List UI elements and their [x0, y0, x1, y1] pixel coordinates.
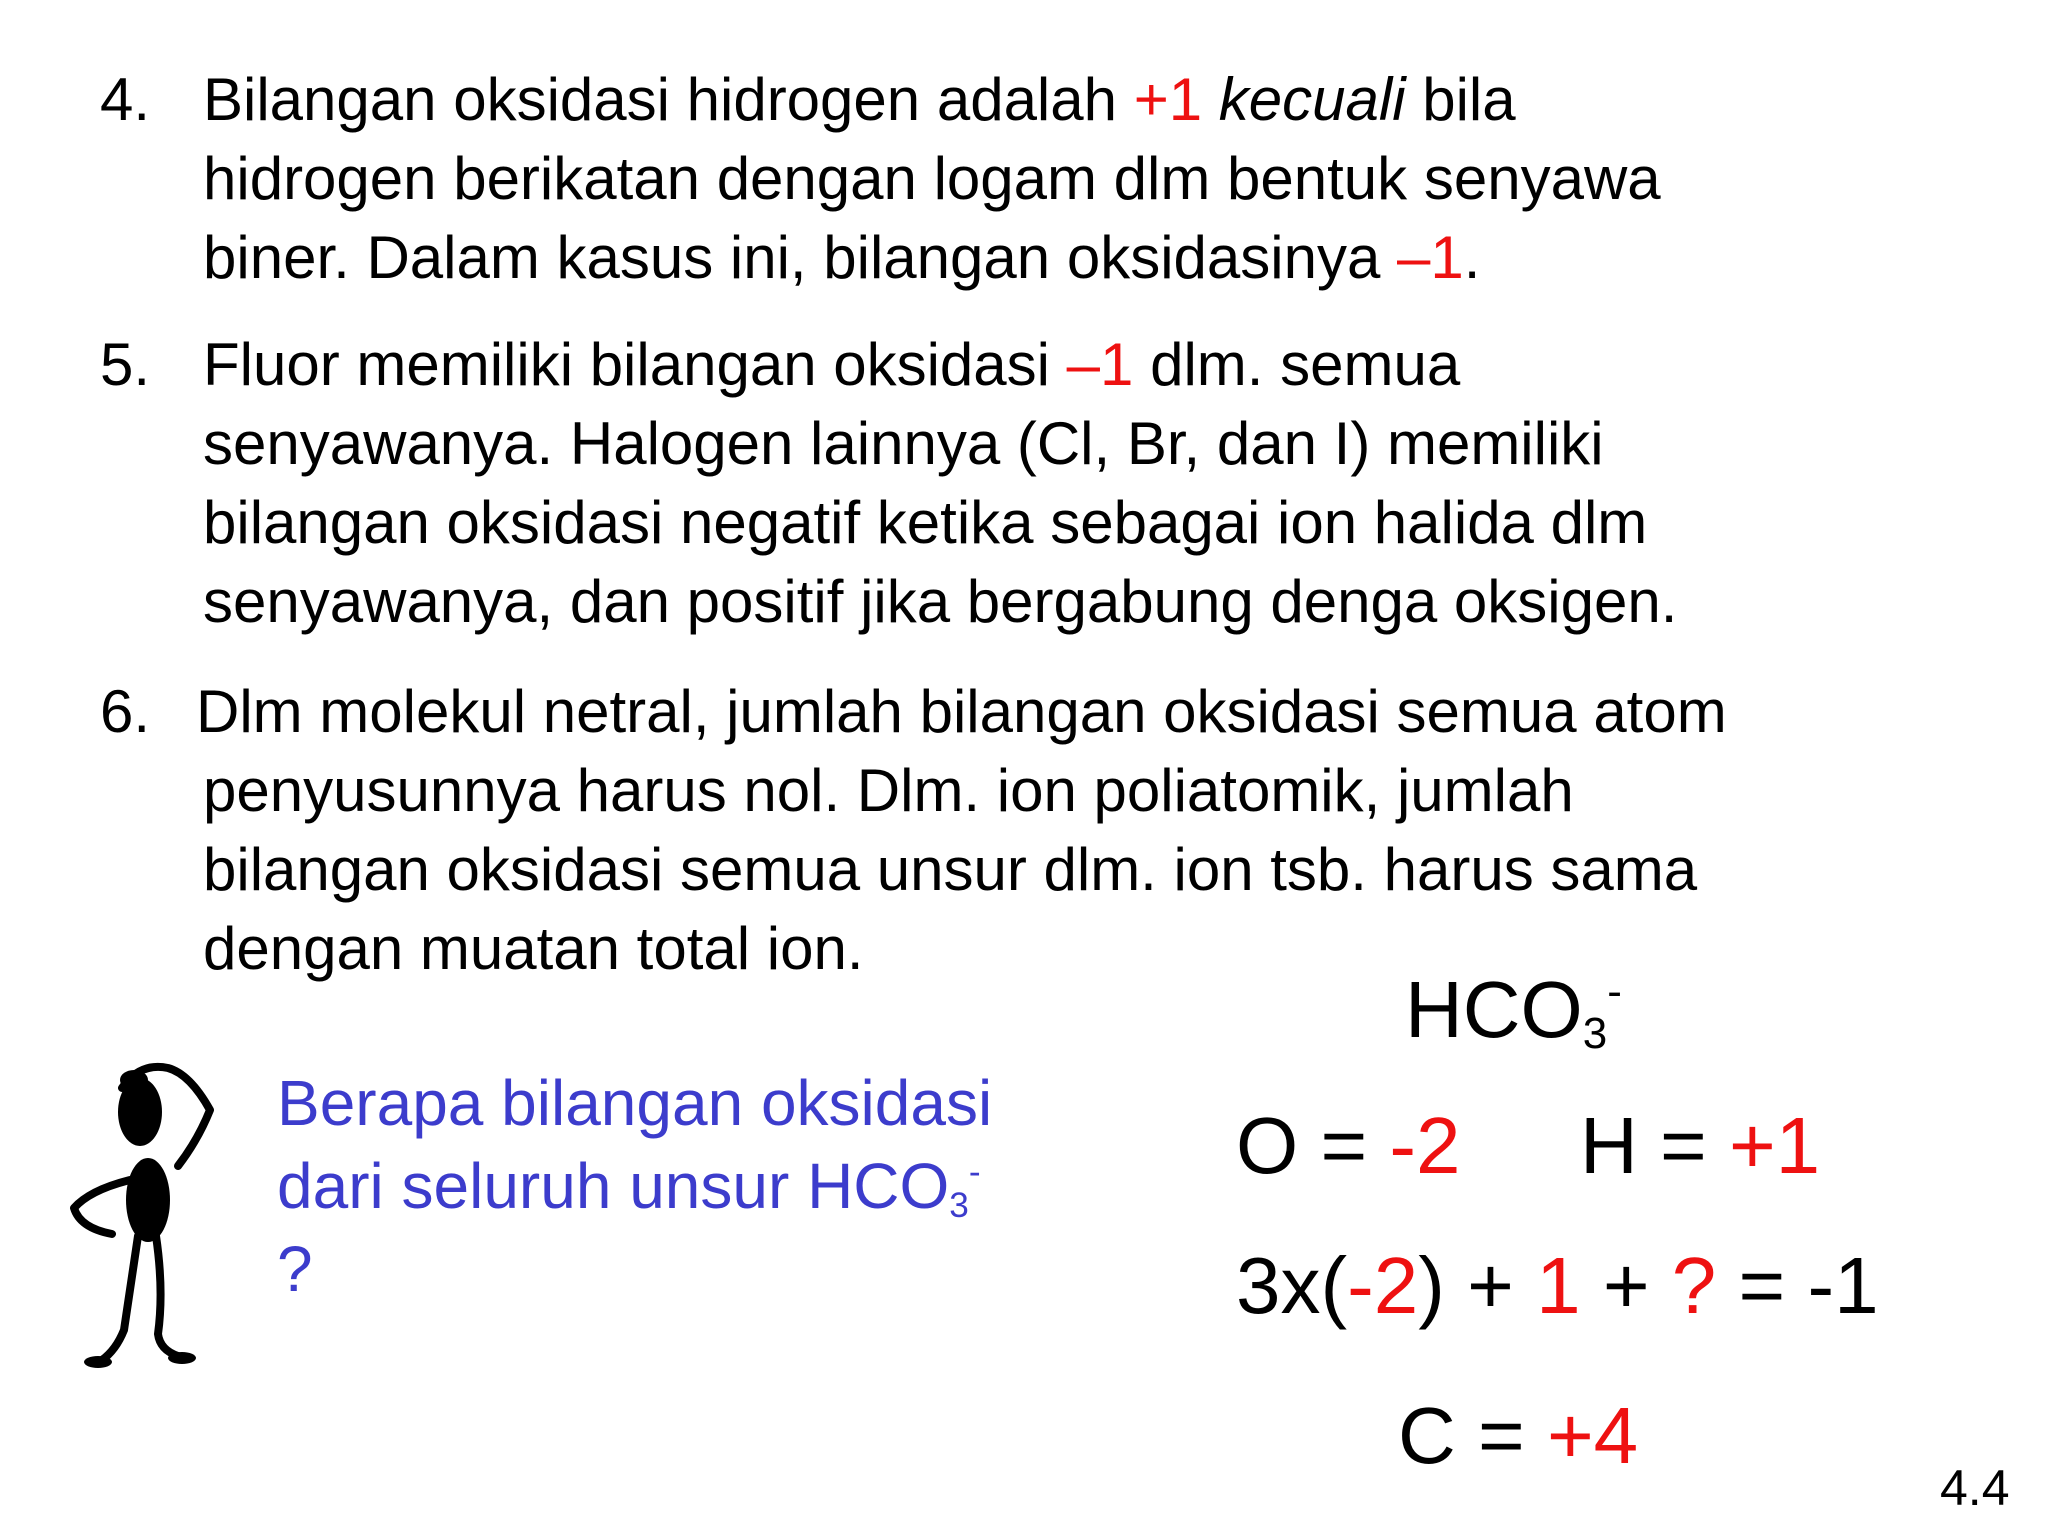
- emphasis-text: kecuali: [1218, 66, 1406, 133]
- rule-line: bilangan oksidasi negatif ketika sebagai ion halida dlm: [203, 489, 1648, 556]
- rule-line: biner. Dalam kasus ini, bilangan oksidasinya –1.: [203, 224, 1481, 291]
- ion-formula: $HCO_3^-$: [1405, 965, 1622, 1058]
- rule-line: bilangan oksidasi semua unsur dlm. ion tsb. harus sama: [203, 836, 1698, 903]
- carbon-value: +4: [1546, 1391, 1639, 1480]
- question-text: Berapa bilangan oksidasi dari seluruh unsur $HCO_3^-$ ?: [277, 1067, 993, 1305]
- rule-line: hidrogen berikatan dengan logam dlm bentuk senyawa: [203, 145, 1661, 212]
- highlight-value: –1: [1066, 331, 1134, 398]
- hydrogen-value: +1: [1728, 1101, 1821, 1190]
- rule-line: dengan muatan total ion.: [203, 915, 864, 982]
- oxygen-value: -2: [1389, 1101, 1461, 1190]
- rule-6: [100, 672, 1920, 988]
- rule-line: Fluor memiliki bilangan oksidasi –1 dlm. semua: [203, 331, 1461, 398]
- sum-equation: 3x(-2) + 1 + ? = -1: [1236, 1241, 1879, 1330]
- rule-number: 5.: [100, 331, 151, 398]
- rule-line: senyawanya. Halogen lainnya (Cl, Br, dan I) memiliki: [203, 410, 1604, 477]
- hydrogen-oxidation: H = +1: [1580, 1101, 1821, 1190]
- rule-line: penyusunnya harus nol. Dlm. ion poliatomik, jumlah: [203, 757, 1574, 824]
- highlight-value: +1: [1133, 66, 1203, 133]
- page-number: 4.4: [1940, 1460, 2010, 1516]
- rule-4: [100, 60, 1920, 297]
- rule-line: Dlm molekul netral, jumlah bilangan oksidasi semua atom: [196, 678, 1727, 745]
- rule-line: senyawanya, dan positif jika bergabung denga oksigen.: [203, 568, 1678, 635]
- oxygen-oxidation: O = -2: [1236, 1101, 1461, 1190]
- thinking-figure-icon: [60, 1050, 240, 1380]
- highlight-value: –1: [1397, 224, 1464, 291]
- rule-line: Bilangan oksidasi hidrogen adalah +1 kecuali bila: [203, 66, 1516, 133]
- rule-5: [100, 325, 1920, 641]
- rule-number: 6.: [100, 678, 151, 745]
- rule-number: 4.: [100, 66, 151, 133]
- carbon-result: C = +4: [1398, 1391, 1639, 1480]
